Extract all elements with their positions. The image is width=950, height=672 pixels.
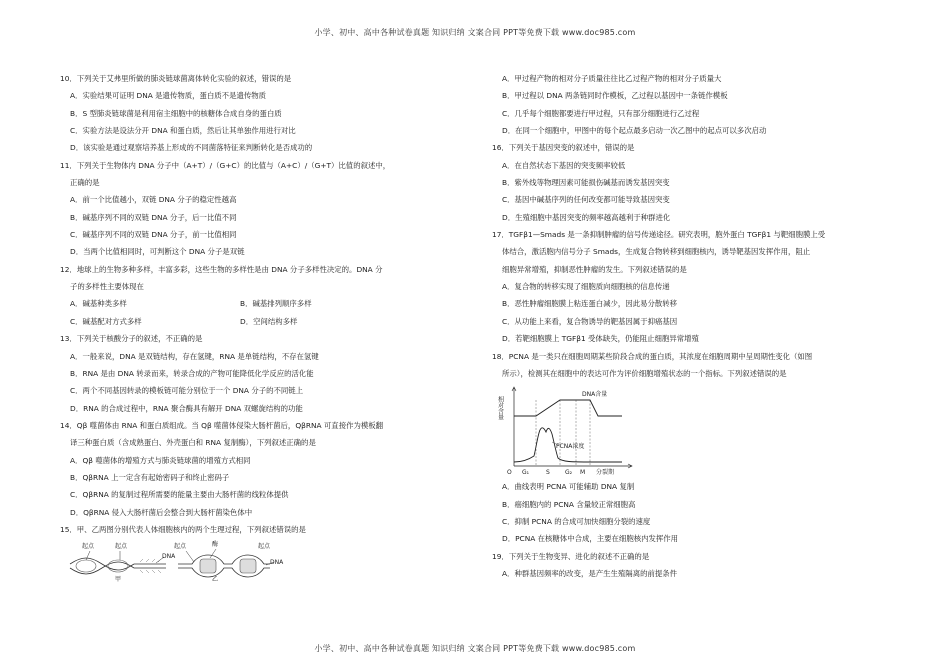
replication-transcription-diagram — [60, 538, 460, 582]
q14-option-d: D．QβRNA 侵入大肠杆菌后会整合到大肠杆菌染色体中 — [70, 507, 253, 517]
q18-option-a: A．曲线表明 PCNA 可能辅助 DNA 复制 — [502, 482, 635, 492]
q12-option-d: D．空间结构多样 — [240, 316, 298, 326]
yi-dna-label: DNA — [270, 559, 284, 567]
q13-stem: 13．下列关于核酸分子的叙述，不正确的是 — [60, 334, 203, 344]
page-footer: 小学、初中、高中各种试卷真题 知识归纳 文案合同 PPT等免费下载 www.doc985.com — [314, 644, 636, 653]
yi-origin-label-2: 起点 — [258, 543, 271, 551]
figure-yi — [174, 540, 284, 582]
q10-option-a: A．实验结果可证明 DNA 是遗传物质，蛋白质不是遗传物质 — [70, 91, 267, 101]
y-axis-label: 相对含量 — [496, 396, 504, 421]
q11-stem: 11．下列关于生物体内 DNA 分子中（A+T）/（G+C）的比值与（A+C）/（G+T）比值的叙述中， — [60, 160, 391, 170]
tick-g2: G₂ — [565, 469, 573, 477]
origin-label: O — [507, 469, 512, 477]
q10-option-b: B．S 型肺炎链球菌是利用宿主细胞中的核糖体合成自身的蛋白质 — [70, 108, 282, 118]
q12-option-b: B．碱基排列顺序多样 — [240, 299, 312, 309]
x-axis-label: 分裂期 — [596, 469, 615, 477]
dna-content-curve — [514, 400, 622, 416]
q16-option-b: B．紫外线等物理因素可能损伤碱基而诱发基因突变 — [502, 178, 670, 188]
tick-g1: G₁ — [522, 469, 530, 477]
jia-origin-label: 起点 — [82, 543, 95, 551]
figure-jia — [70, 542, 176, 582]
q11-option-a: A．前一个比值越小，双链 DNA 分子的稳定性越高 — [70, 195, 237, 205]
page-header: 小学、初中、高中各种试卷真题 知识归纳 文案合同 PPT等免费下载 www.doc985.com — [314, 28, 636, 37]
yi-caption: 乙 — [212, 576, 219, 583]
q11-option-c: C．碱基序列不同的双链 DNA 分子，前一比值相同 — [70, 230, 237, 240]
q18-option-b: B．癌细胞内的 PCNA 含量较正常细胞高 — [502, 499, 636, 509]
q17-option-d: D．若靶细胞膜上 TGFβ1 受体缺失，仍能阻止细胞异常增殖 — [502, 334, 699, 344]
q17-stem: 17．TGFβ1—Smads 是一条抑制肿瘤的信号传递途径。研究表明，胞外蛋白 TGFβ1 与靶细胞膜上受 — [492, 230, 826, 240]
q18-stem: 18．PCNA 是一类只在细胞周期某些阶段合成的蛋白质，其浓度在细胞周期中呈周期性变化（如图 — [492, 351, 813, 361]
q15-option-a: A．甲过程产物的相对分子质量往往比乙过程产物的相对分子质量大 — [502, 74, 722, 83]
q18-figure — [492, 382, 892, 478]
q17-option-c: C．从功能上来看，复合物诱导的靶基因属于抑癌基因 — [502, 316, 678, 326]
q17-stem-cont-2: 细胞异常增殖，抑制恶性肿瘤的发生。下列叙述错误的是 — [502, 264, 687, 274]
yi-enzyme-label: 酶 — [212, 541, 219, 549]
q15-option-c: C．几乎每个细胞都要进行甲过程，只有部分细胞进行乙过程 — [502, 108, 700, 118]
jia-origin-label-2: 起点 — [115, 543, 128, 551]
pcna-label: PCNA浓度 — [556, 443, 585, 451]
q12-stem: 12．地球上的生物多种多样，丰富多彩，这些生物的多样性是由 DNA 分子多样性决定的。DNA 分 — [60, 264, 383, 274]
q19-option-a: A．种群基因频率的改变，是产生生殖隔离的前提条件 — [502, 568, 678, 578]
q11-option-d: D．当两个比值相同时，可判断这个 DNA 分子是双链 — [70, 247, 245, 257]
pcna-dna-chart — [492, 382, 892, 478]
q13-option-a: A．一般来说，DNA 是双链结构，存在氢键，RNA 是单链结构，不存在氢键 — [70, 351, 319, 361]
q18-option-c: C．抑制 PCNA 的合成可加快细胞分裂的速度 — [502, 516, 651, 526]
yi-origin-label: 起点 — [174, 543, 187, 551]
q17-option-b: B．恶性肿瘤细胞膜上粘连蛋白减少，因此易分散转移 — [502, 299, 678, 309]
q10-option-c: C．实验方法是设法分开 DNA 和蛋白质，然后让其单独作用进行对比 — [70, 126, 296, 136]
q13-option-c: C．两个不同基因转录的模板链可能分别位于一个 DNA 分子的不同链上 — [70, 386, 304, 396]
q11-option-b: B．碱基序列不同的双链 DNA 分子，后一比值不同 — [70, 212, 237, 222]
q18-stem-cont: 所示），检测其在细胞中的表达可作为评价细胞增殖状态的一个指标。下列叙述错误的是 — [502, 368, 787, 378]
dna-content-label: DNA含量 — [582, 391, 608, 399]
right-column — [492, 70, 892, 582]
q14-option-a: A．Qβ 噬菌体的增殖方式与肺炎链球菌的增殖方式相同 — [70, 455, 251, 465]
q10-option-d: D．该实验是通过观察培养基上形成的不同菌落特征来判断转化是否成功的 — [70, 143, 313, 153]
q16-option-c: C．基因中碱基序列的任何改变都可能导致基因突变 — [502, 195, 670, 205]
q18-option-d: D．PCNA 在核糖体中合成，主要在细胞核内发挥作用 — [502, 534, 679, 544]
q14-stem-cont: 译三种蛋白质（含成熟蛋白、外壳蛋白和 RNA 复制酶），下列叙述正确的是 — [70, 438, 316, 448]
q15-option-d: D．在同一个细胞中，甲图中的每个起点最多启动一次乙图中的起点可以多次启动 — [502, 126, 767, 136]
q16-option-a: A．在自然状态下基因的突变频率较低 — [502, 160, 626, 170]
tick-s: S — [546, 469, 550, 477]
left-column — [60, 70, 460, 582]
q17-option-a: A．复合物的转移实现了细胞质向细胞核的信息传递 — [502, 282, 670, 292]
q14-stem: 14．Qβ 噬菌体由 RNA 和蛋白质组成。当 Qβ 噬菌体侵染大肠杆菌后，QβRNA 可直接作为模板翻 — [60, 420, 384, 430]
q12-option-a: A．碱基种类多样 — [70, 299, 127, 309]
q11-stem-cont: 正确的是 — [70, 178, 100, 188]
q16-stem: 16．下列关于基因突变的叙述中，错误的是 — [492, 143, 635, 153]
q15-figure — [60, 538, 460, 582]
q13-option-d: D．RNA 的合成过程中，RNA 聚合酶具有解开 DNA 双螺旋结构的功能 — [70, 403, 303, 413]
jia-dna-label: DNA — [162, 553, 176, 561]
q13-option-b: B．RNA 是由 DNA 转录而来，转录合成的产物可能降低化学反应的活化能 — [70, 368, 314, 378]
q16-option-d: D．生殖细胞中基因突变的频率越高越利于种群进化 — [502, 212, 671, 222]
q19-stem: 19．下列关于生物变异、进化的叙述不正确的是 — [492, 551, 650, 561]
q14-option-b: B．QβRNA 上一定含有起始密码子和终止密码子 — [70, 472, 230, 482]
q10-stem: 10．下列关于艾弗里所做的肺炎链球菌离体转化实验的叙述，错误的是 — [60, 74, 292, 83]
q15-option-b: B．甲过程以 DNA 两条链同时作模板，乙过程以基因中一条链作模板 — [502, 91, 728, 101]
tick-m: M — [580, 469, 586, 477]
jia-caption: 甲 — [115, 576, 122, 583]
q12-stem-cont: 子的多样性主要体现在 — [70, 282, 144, 292]
q12-option-c: C．碱基配对方式多样 — [70, 316, 142, 326]
q17-stem-cont: 体结合，激活胞内信号分子 Smads，生成复合物转移到细胞核内，诱导靶基因发挥作用，阻止 — [502, 247, 811, 257]
q14-option-c: C．QβRNA 的复制过程所需要的能量主要由大肠杆菌的线粒体提供 — [70, 490, 289, 500]
q15-stem: 15．甲、乙两图分别代表人体细胞核内的两个生理过程，下列叙述错误的是 — [60, 524, 306, 534]
